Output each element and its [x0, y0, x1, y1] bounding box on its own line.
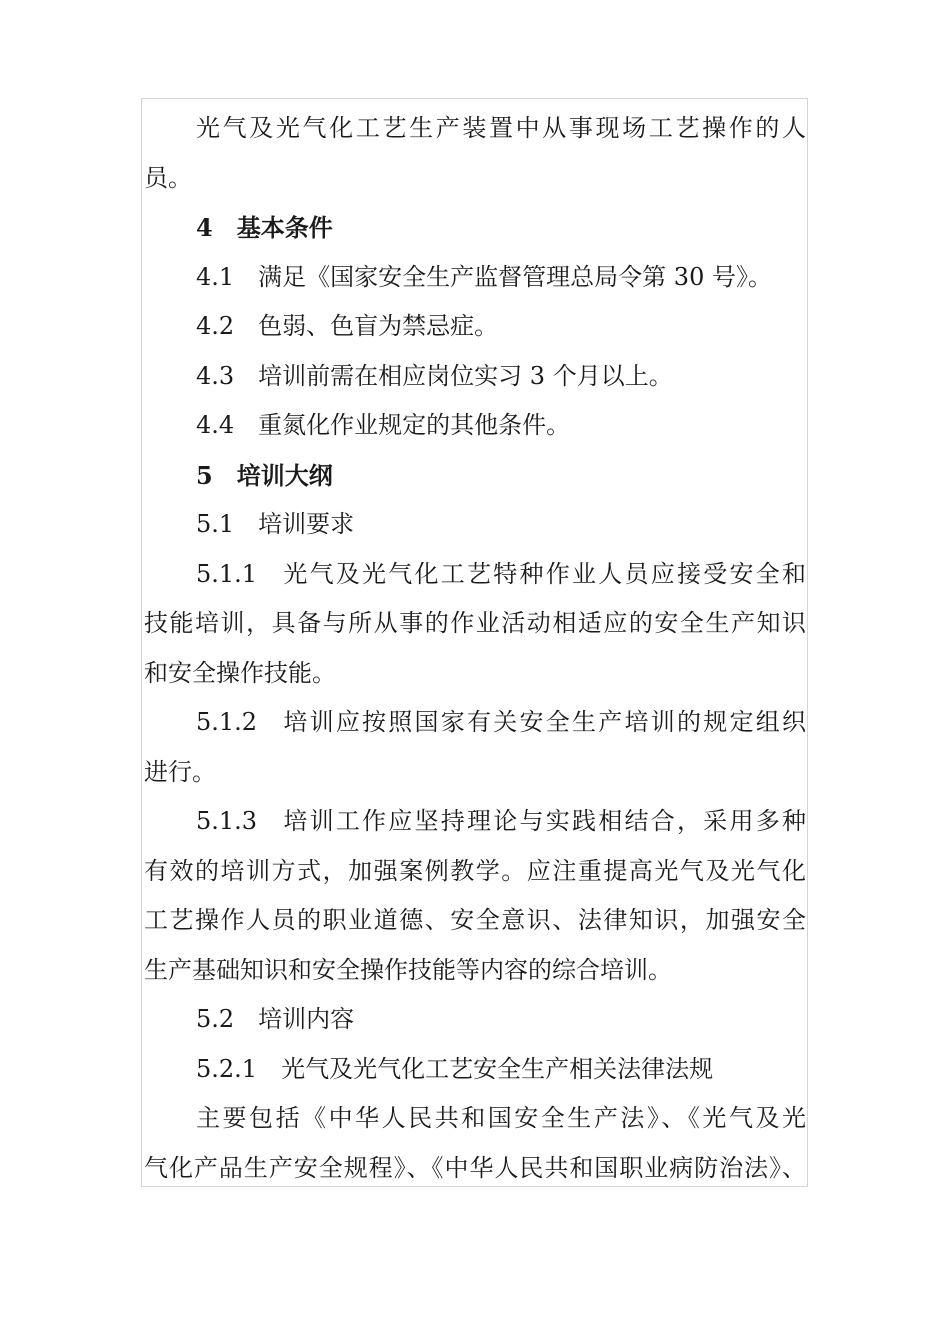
clause-4-3: 4.3 培训前需在相应岗位实习 3 个月以上。: [196, 361, 673, 390]
paragraph-line: 有效的培训方式，加强案例教学。应注重提高光气及光气化: [144, 856, 806, 885]
section-heading-5: 5 培训大纲: [196, 460, 333, 490]
paragraph-line: 光气及光气化工艺生产装置中从事现场工艺操作的人: [196, 114, 806, 142]
clause-5-1-1: 5.1.1 光气及光气化工艺特种作业人员应接受安全和: [196, 559, 806, 588]
clause-5-1-3: 5.1.3 培训工作应坚持理论与实践相结合，采用多种: [196, 807, 806, 835]
document-body: [144, 104, 806, 1193]
paragraph-line: 和安全操作技能。: [144, 658, 336, 687]
paragraph-line: 主要包括《中华人民共和国安全生产法》、《光气及光: [196, 1104, 806, 1132]
clause-4-4: 4.4 重氮化作业规定的其他条件。: [196, 411, 571, 439]
section-heading-4: 4 基本条件: [196, 213, 333, 242]
paragraph-line: 气化产品生产安全规程》、《中华人民共和国职业病防治法》、: [144, 1153, 806, 1182]
clause-5-2-1: 5.2.1 光气及光气化工艺安全生产相关法律法规: [196, 1054, 714, 1083]
paragraph-line: 员。: [144, 163, 192, 192]
clause-5-1: 5.1 培训要求: [196, 510, 355, 538]
clause-5-2: 5.2 培训内容: [196, 1005, 355, 1033]
paragraph-line: 进行。: [144, 757, 216, 786]
paragraph-line: 生产基础知识和安全操作技能等内容的综合培训。: [144, 955, 672, 984]
paragraph-line: 技能培训，具备与所从事的作业活动相适应的安全生产知识: [144, 609, 806, 637]
clause-5-1-2: 5.1.2 培训应按照国家有关安全生产培训的规定组织: [196, 708, 806, 736]
clause-4-1: 4.1 满足《国家安全生产监督管理总局令第 30 号》。: [196, 262, 772, 291]
clause-4-2: 4.2 色弱、色盲为禁忌症。: [196, 312, 499, 340]
paragraph-line: 工艺操作人员的职业道德、安全意识、法律知识，加强安全: [144, 906, 806, 934]
